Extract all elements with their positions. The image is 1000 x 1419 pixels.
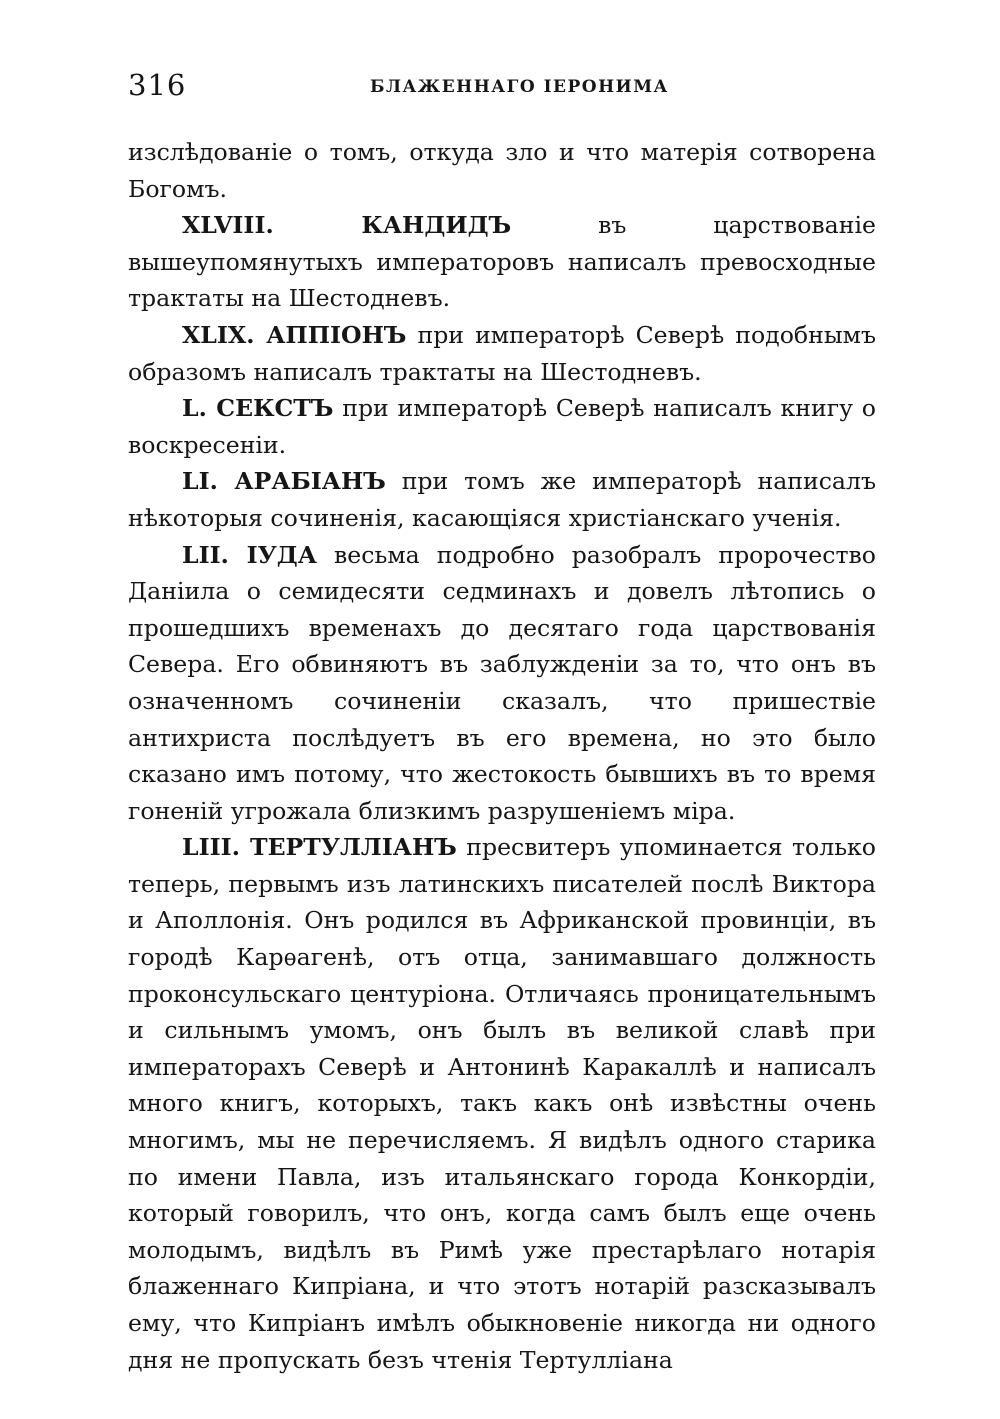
- paragraph-text: изслѣдованіе о томъ, откуда зло и что матерія сотворена Богомъ.: [128, 138, 876, 203]
- page-header: [128, 68, 880, 112]
- paragraph-judas: [128, 537, 876, 830]
- paragraph-candidus: [128, 207, 876, 317]
- body-text: [128, 134, 876, 1378]
- entry-heading: XLIX. АППІОНЪ: [182, 320, 407, 349]
- paragraph-text: въ царствованіе вышеупомянутыхъ императоровъ написалъ превосходные трактаты на Шестодневъ.: [128, 211, 876, 313]
- paragraph-text: при императорѣ Северѣ подобнымъ образомъ написалъ трактаты на Шестодневъ.: [128, 320, 876, 386]
- paragraph-continuation: [128, 134, 876, 207]
- running-title: БЛАЖЕННАГО ІЕРОНИМА: [370, 77, 669, 97]
- entry-heading: LIII. ТЕРТУЛЛІАНЪ: [182, 833, 457, 862]
- entry-heading: LI. АРАБІАНЪ: [182, 467, 386, 496]
- entry-heading: LII. ІУДА: [182, 540, 317, 569]
- paragraph-sextus: [128, 390, 876, 463]
- paragraph-text: при императорѣ Северѣ написалъ книгу о воскресеніи.: [128, 394, 876, 459]
- paragraph-text: весьма подробно разобралъ пророчество Даніила о семидесяти седминахъ и довелъ лѣтопись о прошедшихъ временахъ до десятаго года царствованія Севера. Его обвиняютъ въ заблужденіи за то, что онъ въ означенномъ сочиненіи сказалъ, что пришествіе антихриста послѣдуетъ въ его времена, но это было сказано имъ потому, что жестокость бывшихъ въ то время гоненій угрожала близкимъ разрушеніемъ міра.: [128, 540, 876, 825]
- entry-heading: L. СЕКСТЪ: [182, 394, 334, 423]
- paragraph-appion: [128, 317, 876, 390]
- paragraph-text: пресвитеръ упоминается только теперь, первымъ изъ латинскихъ писателей послѣ Виктора и Аполлонія. Онъ родился въ Африканской провинціи, въ городѣ Карѳагенѣ, отъ отца, занимавшаго должность проконсульскаго центуріона. Отличаясь проницательнымъ и сильнымъ умомъ, онъ былъ въ великой славѣ при императорахъ Северѣ и Антонинѣ Каракаллѣ и написалъ много книгъ, которыхъ, такъ какъ онѣ извѣстны очень многимъ, мы не перечисляемъ. Я видѣлъ одного старика по имени Павла, изъ итальянскаго города Конкордіи, который говорилъ, что онъ, когда самъ былъ еще очень молодымъ, видѣлъ въ Римѣ уже престарѣлаго нотарія блаженнаго Кипріана, и что этотъ нотарій разсказывалъ ему, что Кипріанъ имѣлъ обыкновеніе никогда ни одного дня не пропускать безъ чтенія Тертулліана: [128, 833, 876, 1374]
- paragraph-text: при томъ же императорѣ написалъ нѣкоторыя сочиненія, касающіяся христіанскаго ученія.: [128, 467, 876, 532]
- paragraph-tertullian: [128, 829, 876, 1378]
- paragraph-arabianus: [128, 463, 876, 536]
- entry-heading: XLVIII. КАНДИДЪ: [182, 211, 512, 240]
- page-number: 316: [128, 68, 187, 102]
